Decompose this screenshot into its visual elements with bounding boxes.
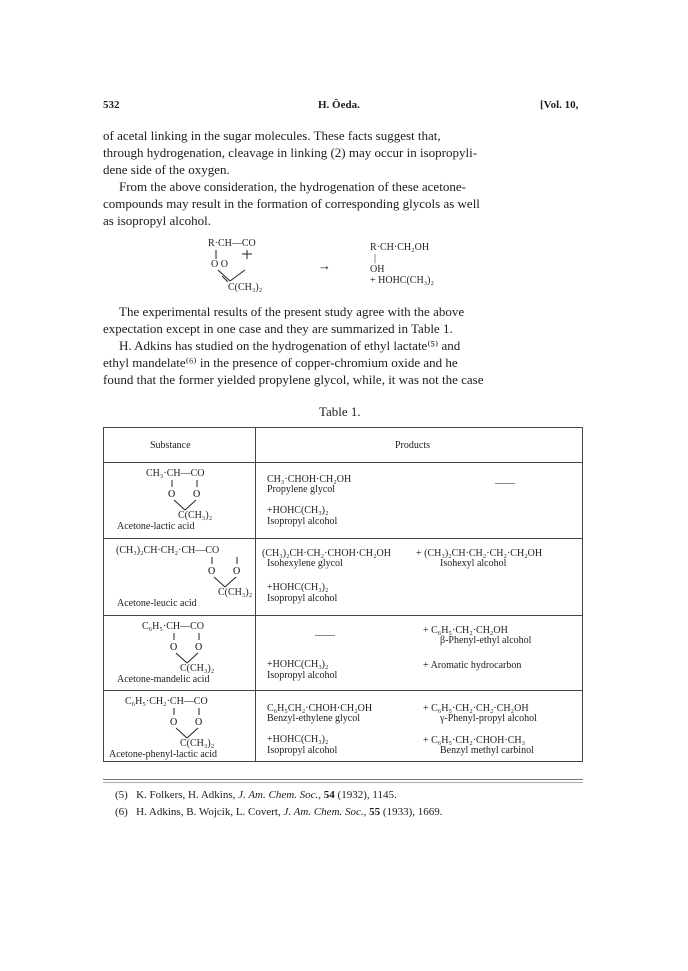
running-author: H. Ôeda. [318, 99, 360, 111]
text-line: The experimental results of the present study agree with the above [119, 304, 465, 319]
product-name: Benzyl-ethylene glycol [267, 713, 361, 724]
table-left-border [103, 427, 104, 762]
footnote-rule [103, 782, 583, 783]
product-name: Isopropyl alcohol [267, 745, 338, 756]
substance-name: Acetone-leucic acid [117, 598, 197, 609]
text-line: through hydrogenation, cleavage in linking (2) may occur in isopropyli- [103, 145, 478, 160]
text-line: compounds may result in the formation of corresponding glycols as well [103, 196, 480, 211]
product-formula: + (CH₃)₂CH·CH₂·CH₂·CH₂OH [416, 548, 543, 559]
table-top-rule [103, 427, 583, 428]
product-formula: + Aromatic hydrocarbon [423, 660, 522, 671]
product-formula: +HOHC(CH₃)₂ [267, 505, 329, 516]
product-formula: +HOHC(CH₃)₂ [267, 659, 329, 670]
svg-text:O: O [195, 642, 203, 653]
product-name: Propylene glycol [267, 484, 336, 495]
footnote-number: (5) [115, 789, 128, 801]
substance-name: Acetone-lactic acid [117, 521, 195, 532]
text-line: expectation except in one case and they are summarized in Table 1. [103, 321, 453, 336]
header-rule [103, 462, 583, 463]
product-formula: (CH₃)₂CH·CH₂·CHOH·CH₂OH [262, 548, 391, 559]
footnote-volume: 55 [369, 806, 381, 818]
empty-product-dash: —— [495, 478, 515, 489]
svg-text:O: O [170, 717, 178, 728]
product-name: Isopropyl alcohol [267, 516, 338, 527]
scheme-right-formula: R·CH·CH₂OH [370, 242, 430, 253]
scheme-oxygen-atoms: O O [211, 259, 228, 270]
text-line: found that the former yielded propylene glycol, while, it was not the case [103, 372, 484, 387]
column-header-substance: Substance [150, 440, 191, 451]
scheme-bond: | [374, 253, 377, 264]
column-header-products: Products [395, 440, 430, 451]
table-right-border [582, 427, 583, 762]
substance-isopropylidene: C(CH₃)₂ [180, 738, 215, 749]
text-line: ethyl mandelate⁽⁶⁾ in the presence of copper-chromium oxide and he [103, 355, 458, 370]
product-formula: + C₆H₅·CH₂·CH₂·CH₂OH [423, 703, 529, 714]
svg-text:O: O [168, 489, 176, 500]
svg-text:O: O [193, 489, 201, 500]
product-name: Isohexyl alcohol [440, 558, 507, 569]
substance-formula: C₆H₅·CH—CO [142, 621, 204, 632]
text-line: as isopropyl alcohol. [103, 213, 211, 228]
product-name: Isopropyl alcohol [267, 593, 338, 604]
footnote-authors: K. Folkers, H. Adkins, [136, 789, 236, 801]
volume-label: [Vol. 10, [540, 99, 579, 111]
product-name: Benzyl methyl carbinol [440, 745, 534, 756]
row-divider [103, 615, 583, 616]
substance-formula: (CH₃)₂CH·CH₂·CH—CO [116, 545, 220, 556]
footnote-volume: 54 [323, 789, 335, 801]
footnote-number: (6) [115, 806, 128, 818]
footnote-5 [115, 787, 397, 803]
svg-text:O: O [233, 566, 241, 577]
product-formula: +HOHC(CH₃)₂ [267, 734, 329, 745]
footnote-journal: J. Am. Chem. Soc., [283, 806, 367, 818]
substance-isopropylidene: C(CH₃)₂ [180, 663, 215, 674]
text-line: H. Adkins has studied on the hydrogenation of ethyl lactate⁽⁵⁾ and [119, 338, 461, 353]
empty-product-dash: —— [315, 630, 335, 641]
paragraph-1 [103, 127, 583, 178]
svg-text:O: O [208, 566, 216, 577]
product-name: Isohexylene glycol [267, 558, 343, 569]
footnote-6 [115, 804, 442, 820]
scheme-isopropylidene: C(CH₃)₂ [228, 282, 263, 293]
scheme-hydroxyl: OH [370, 264, 385, 275]
substance-name: Acetone-mandelic acid [117, 674, 210, 685]
product-formula: + C₆H₅·CH₂·CHOH·CH₃ [423, 735, 526, 746]
footnote-rule [103, 779, 583, 780]
substance-isopropylidene: C(CH₃)₂ [218, 587, 253, 598]
product-name: γ-Phenyl-propyl alcohol [440, 713, 537, 724]
product-formula: CH₃·CHOH·CH₂OH [267, 474, 352, 485]
product-name: Isopropyl alcohol [267, 670, 338, 681]
footnote-journal: J. Am. Chem. Soc., [238, 789, 322, 801]
table-bottom-rule [103, 761, 583, 762]
table-caption: Table 1. [319, 404, 361, 419]
svg-text:O: O [195, 717, 203, 728]
product-formula: + C₆H₅·CH₂·CH₂OH [423, 625, 508, 636]
product-name: β-Phenyl-ethyl alcohol [440, 635, 532, 646]
row-divider [103, 690, 583, 691]
reaction-arrow-icon: → [318, 258, 331, 273]
substance-isopropylidene: C(CH₃)₂ [178, 510, 213, 521]
text-line: dene side of the oxygen. [103, 162, 230, 177]
paragraph-3 [103, 303, 583, 337]
scheme-left-formula: R·CH—CO [208, 238, 256, 249]
footnote-authors: H. Adkins, B. Wojcik, L. Covert, [136, 806, 281, 818]
text-line: From the above consideration, the hydrogenation of these acetone- [119, 179, 466, 194]
substance-formula: C₆H₅·CH₂·CH—CO [125, 696, 208, 707]
substance-formula: CH₃·CH—CO [146, 468, 205, 479]
product-formula: C₆H₅CH₂·CHOH·CH₂OH [267, 703, 373, 714]
paragraph-4 [103, 337, 583, 388]
svg-text:O: O [170, 642, 178, 653]
text-line: of acetal linking in the sugar molecules. These facts suggest that, [103, 128, 441, 143]
page-number: 532 [103, 99, 120, 111]
substance-name: Acetone-phenyl-lactic acid [109, 749, 217, 760]
scheme-byproduct: + HOHC(CH₃)₂ [370, 275, 434, 286]
footnote-year-page: (1933), 1669. [382, 806, 443, 818]
product-formula: +HOHC(CH₃)₂ [267, 582, 329, 593]
footnote-year-page: (1932), 1145. [337, 789, 397, 801]
paragraph-2 [103, 178, 583, 229]
row-divider [103, 538, 583, 539]
